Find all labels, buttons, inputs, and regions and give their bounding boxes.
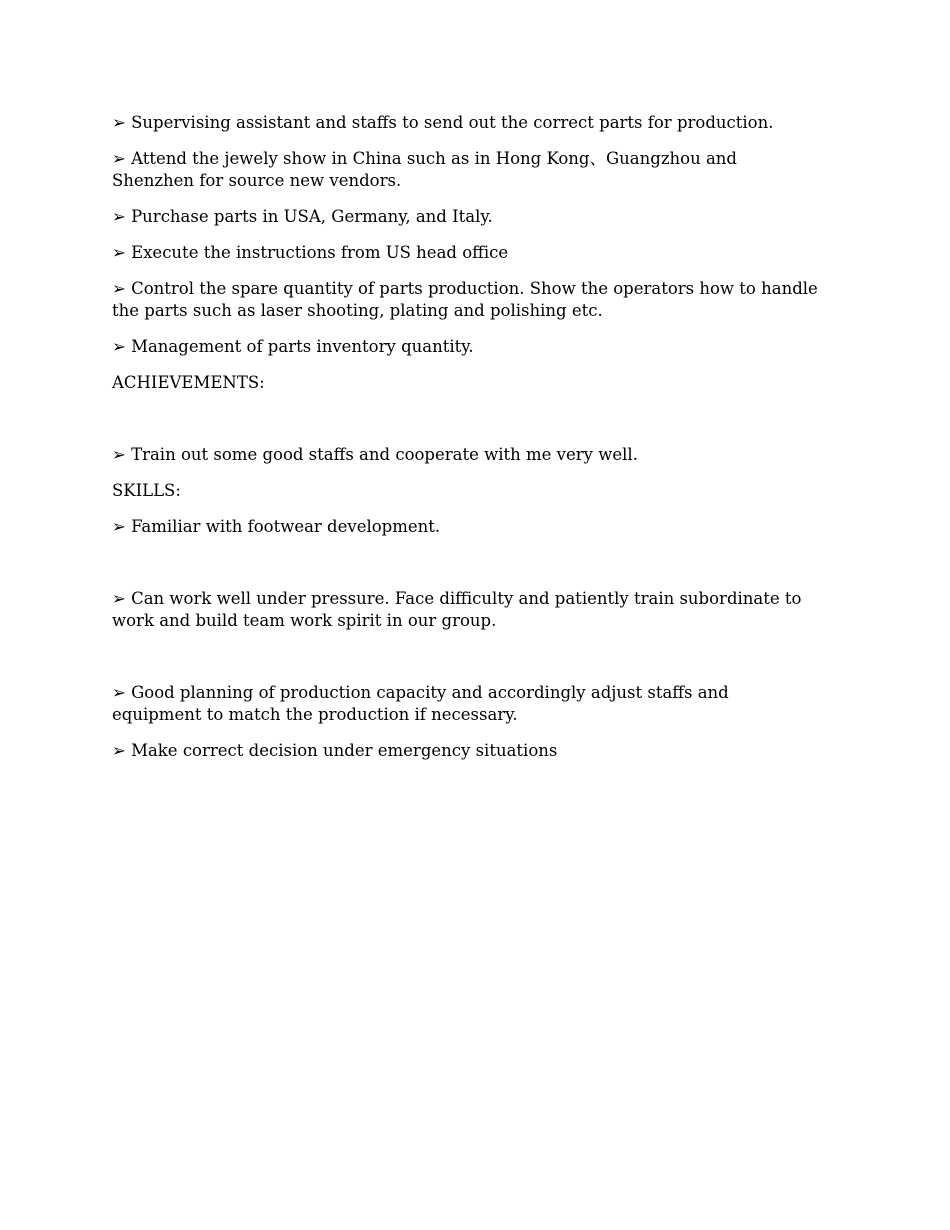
- bullet-text: Control the spare quantity of parts production. Show the operators how to handle the parts such as laser shooting, plating and polishing etc.: [112, 279, 818, 320]
- arrow-bullet-icon: ➢: [112, 207, 126, 226]
- blank-line: [112, 646, 818, 668]
- bullet-text: Make correct decision under emergency situations: [131, 741, 558, 760]
- bullet-text: Supervising assistant and staffs to send out the correct parts for production.: [131, 113, 774, 132]
- bullet-item: [112, 588, 818, 632]
- arrow-bullet-icon: ➢: [112, 279, 126, 298]
- section-heading-skills: SKILLS:: [112, 481, 181, 500]
- arrow-bullet-icon: ➢: [112, 149, 126, 168]
- bullet-item: [112, 682, 818, 726]
- bullet-text: Can work well under pressure. Face difficulty and patiently train subordinate to work and build team work spirit in our group.: [112, 589, 802, 630]
- arrow-bullet-icon: ➢: [112, 589, 126, 608]
- bullet-text: Execute the instructions from US head office: [131, 243, 509, 262]
- bullet-text: Attend the jewely show in China such as in Hong Kong、Guangzhou and Shenzhen for source new vendors.: [112, 149, 737, 190]
- arrow-bullet-icon: ➢: [112, 445, 126, 464]
- bullet-item: [112, 112, 818, 134]
- arrow-bullet-icon: ➢: [112, 337, 126, 356]
- bullet-text: Good planning of production capacity and accordingly adjust staffs and equipment to match the production if necessary.: [112, 683, 729, 724]
- bullet-text: Familiar with footwear development.: [131, 517, 441, 536]
- bullet-item: [112, 516, 818, 538]
- bullet-item: [112, 206, 818, 228]
- blank-line: [112, 408, 818, 430]
- bullet-text: Purchase parts in USA, Germany, and Italy.: [131, 207, 493, 226]
- arrow-bullet-icon: ➢: [112, 741, 126, 760]
- bullet-item: [112, 278, 818, 322]
- bullet-item: [112, 148, 818, 192]
- bullet-item: [112, 740, 818, 762]
- bullet-item: [112, 336, 818, 358]
- bullet-text: Train out some good staffs and cooperate with me very well.: [131, 445, 638, 464]
- arrow-bullet-icon: ➢: [112, 517, 126, 536]
- arrow-bullet-icon: ➢: [112, 243, 126, 262]
- blank-line: [112, 552, 818, 574]
- arrow-bullet-icon: ➢: [112, 683, 126, 702]
- bullet-item: [112, 444, 818, 466]
- section-heading-achievements: ACHIEVEMENTS:: [112, 373, 265, 392]
- bullet-item: [112, 242, 818, 264]
- arrow-bullet-icon: ➢: [112, 113, 126, 132]
- bullet-text: Management of parts inventory quantity.: [131, 337, 474, 356]
- document-page: [112, 112, 818, 776]
